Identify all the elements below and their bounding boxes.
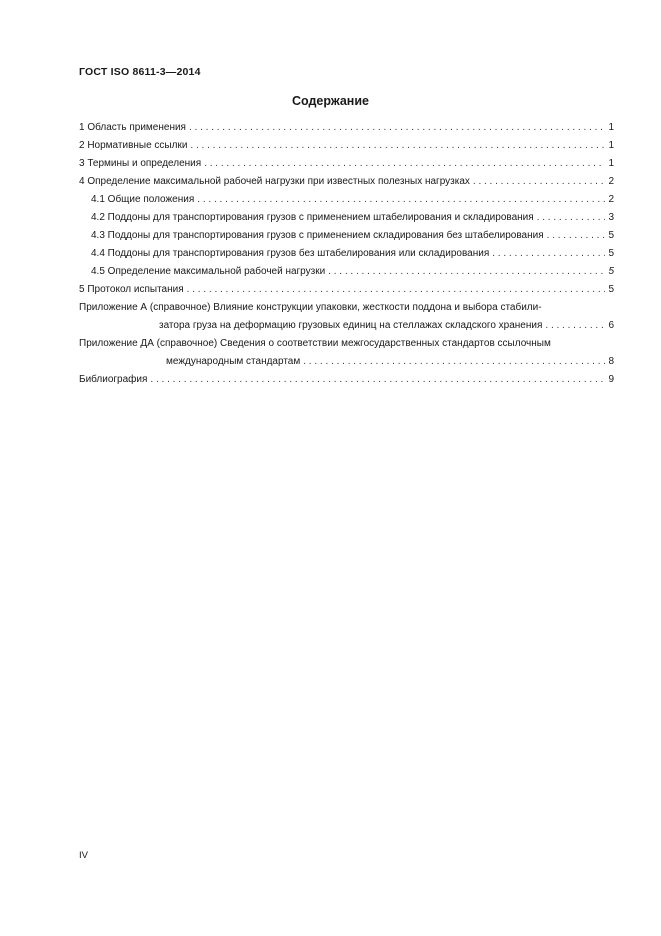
- toc-entry-label: 2 Нормативные ссылки: [79, 140, 188, 151]
- toc-entry-page: 8: [608, 356, 614, 367]
- toc-entry-page: 9: [608, 374, 614, 385]
- toc-entry-page: 1: [608, 140, 614, 151]
- toc-entry[interactable]: [79, 139, 614, 153]
- toc-entry-page: 5: [608, 248, 614, 259]
- leader-dots: [147, 373, 605, 387]
- leader-dots: [470, 175, 606, 189]
- leader-dots: [534, 211, 606, 225]
- toc-entry[interactable]: [79, 265, 614, 279]
- leader-dots: [542, 319, 605, 333]
- toc-entry-label: 4.3 Поддоны для транспортирования грузов с применением складирования без штабелирования: [91, 230, 544, 241]
- leader-dots: [489, 247, 605, 261]
- toc-entry[interactable]: [79, 229, 614, 243]
- toc-entry-page: 1: [608, 158, 614, 169]
- toc-entry-page: 5: [608, 230, 614, 241]
- toc-entry-label: Библиография: [79, 374, 148, 385]
- toc-entry-label: 4.5 Определение максимальной рабочей нагрузки: [91, 266, 326, 277]
- leader-dots: [184, 283, 606, 297]
- leader-dots: [186, 121, 605, 135]
- toc-entry[interactable]: [79, 211, 614, 225]
- toc-entry-label: 1 Область применения: [79, 122, 186, 133]
- toc-entry-page: 2: [608, 176, 614, 187]
- toc-title: Содержание: [291, 94, 369, 108]
- toc-entry-page: 6: [608, 320, 614, 331]
- toc-entry[interactable]: [79, 247, 614, 261]
- toc-entry[interactable]: [79, 319, 614, 333]
- page-number: IV: [79, 850, 88, 861]
- toc-entry-label[interactable]: Приложение А (справочное) Влияние конструкции упаковки, жесткости поддона и выбора стабили-: [79, 302, 542, 313]
- toc-entry[interactable]: [79, 373, 614, 387]
- toc-entry-label: 4.2 Поддоны для транспортирования грузов с применением штабелирования и складирования: [91, 212, 534, 223]
- toc-entry-label: 5 Протокол испытания: [79, 284, 184, 295]
- toc-entry[interactable]: [79, 175, 614, 189]
- toc-entry-label: 3 Термины и определения: [79, 158, 202, 169]
- toc-entry[interactable]: [79, 121, 614, 135]
- toc-entry-label: международным стандартам: [166, 356, 301, 367]
- toc-entry-label[interactable]: Приложение ДА (справочное) Сведения о соответствии межгосударственных стандартов ссылочным: [79, 338, 551, 349]
- leader-dots: [544, 229, 606, 243]
- leader-dots: [187, 139, 605, 153]
- document-code: ГОСТ ISO 8611-3—2014: [79, 66, 201, 78]
- leader-dots: [194, 193, 605, 207]
- toc-entry-label: затора груза на деформацию грузовых единиц на стеллажах складского хранения: [159, 320, 543, 331]
- leader-dots: [300, 355, 605, 369]
- toc-entry-label: 4.1 Общие положения: [91, 194, 195, 205]
- toc-entry[interactable]: [79, 283, 614, 297]
- toc-entry-page: 2: [608, 194, 614, 205]
- toc-entry-page: 5: [608, 284, 614, 295]
- toc-entry-label: 4 Определение максимальной рабочей нагрузки при известных полезных нагрузках: [79, 176, 470, 187]
- toc-entry-page: 3: [608, 212, 614, 223]
- toc-entry-label: 4.4 Поддоны для транспортирования грузов без штабелирования или складирования: [91, 248, 490, 259]
- toc-entry[interactable]: [79, 193, 614, 207]
- toc-entry-page: 1: [608, 122, 614, 133]
- leader-dots: [325, 265, 605, 279]
- toc-entry[interactable]: [79, 157, 614, 171]
- toc-entry[interactable]: [79, 355, 614, 369]
- leader-dots: [201, 157, 605, 171]
- toc-entry-page: 5: [608, 266, 614, 277]
